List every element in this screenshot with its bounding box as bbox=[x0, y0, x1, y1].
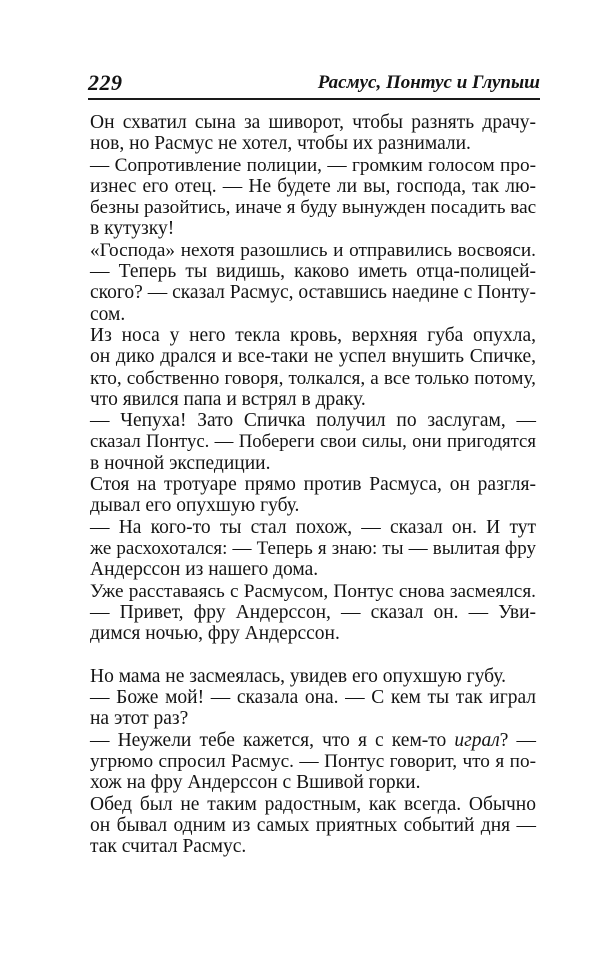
text-line: — На кого-то ты стал похож, — сказал он. И тут bbox=[90, 516, 536, 538]
text-line: Обед был не таким радостным, как всегда. Обычно bbox=[90, 793, 536, 815]
text-line: ского? — сказал Расмус, оставшись наедине с Понту- bbox=[90, 282, 536, 304]
text-line: — Привет, фру Андерссон, — сказал он. — Уви- bbox=[90, 601, 536, 623]
text-line: — Сопротивление полиции, — громким голосом про- bbox=[90, 154, 536, 176]
text-line: Андерссон из нашего дома. bbox=[90, 559, 319, 581]
text-line: нов, но Расмус не хотел, чтобы их разнимали. bbox=[90, 133, 471, 155]
text-line: Но мама не засмеялась, увидев его опухшую губу. bbox=[90, 665, 507, 687]
text-line: Из носа у него текла кровь, верхняя губа опухла, bbox=[90, 324, 536, 346]
header-rule bbox=[88, 98, 540, 100]
text-line: что явился папа и встрял в драку. bbox=[90, 388, 366, 410]
text-line: «Господа» нехотя разошлись и отправились восвояси. bbox=[90, 239, 536, 261]
text-line: в ночной экспедиции. bbox=[90, 452, 271, 474]
text-line bbox=[90, 730, 536, 751]
text-line: — Боже мой! — сказала она. — С кем ты так играл bbox=[90, 687, 536, 709]
text-line: он бывал одним из самых приятных событий дня — bbox=[90, 814, 536, 836]
section-break bbox=[90, 644, 536, 665]
text-line: Уже расставаясь с Расмусом, Понтус снова засмеялся. bbox=[90, 580, 536, 602]
text-line: угрюмо спросил Расмус. — Понтус говорит, что я по- bbox=[90, 750, 536, 772]
text-fragment: — Неужели тебе кажется, что я с кем-то bbox=[90, 729, 447, 751]
text-line: изнес его отец. — Не будете ли вы, господа, так лю- bbox=[90, 175, 536, 197]
text-line: на этот раз? bbox=[90, 708, 189, 730]
running-title: Расмус, Понтус и Глупыш bbox=[317, 72, 540, 93]
text-line: дывал его опухшую губу. bbox=[90, 495, 300, 517]
text-line: Он схватил сына за шиворот, чтобы разнять драчу- bbox=[90, 112, 536, 133]
text-line: безны разойтись, иначе я буду вынужден посадить вас bbox=[90, 197, 537, 219]
text-line: он дико дрался и все-таки не успел внушить Спичке, bbox=[90, 346, 536, 368]
text-line: — Чепуха! Зато Спичка получил по заслугам, — bbox=[90, 410, 536, 432]
text-line: же расхохотался: — Теперь я знаю: ты — вылитая фру bbox=[90, 537, 536, 559]
text-line: — Теперь ты видишь, каково иметь отца-полицей- bbox=[90, 261, 536, 283]
text-line: кто, собственно говоря, толкался, а все только потому, bbox=[90, 367, 536, 389]
text-line: хож на фру Андерссон с Вшивой горки. bbox=[90, 772, 421, 794]
text-line: сом. bbox=[90, 303, 126, 325]
text-fragment: ? — bbox=[499, 729, 537, 751]
text-line: сказал Понтус. — Побереги свои силы, они пригодятся bbox=[90, 431, 536, 453]
text-line: Стоя на тротуаре прямо против Расмуса, он разгля- bbox=[90, 474, 536, 496]
text-body bbox=[90, 112, 536, 857]
italic-word: играл bbox=[454, 729, 500, 751]
text-line: так считал Расмус. bbox=[90, 836, 247, 858]
page-header bbox=[88, 70, 540, 96]
text-line: димся ночью, фру Андерссон. bbox=[90, 623, 340, 645]
text-line: в кутузку! bbox=[90, 218, 175, 240]
page-number: 229 bbox=[88, 70, 123, 95]
